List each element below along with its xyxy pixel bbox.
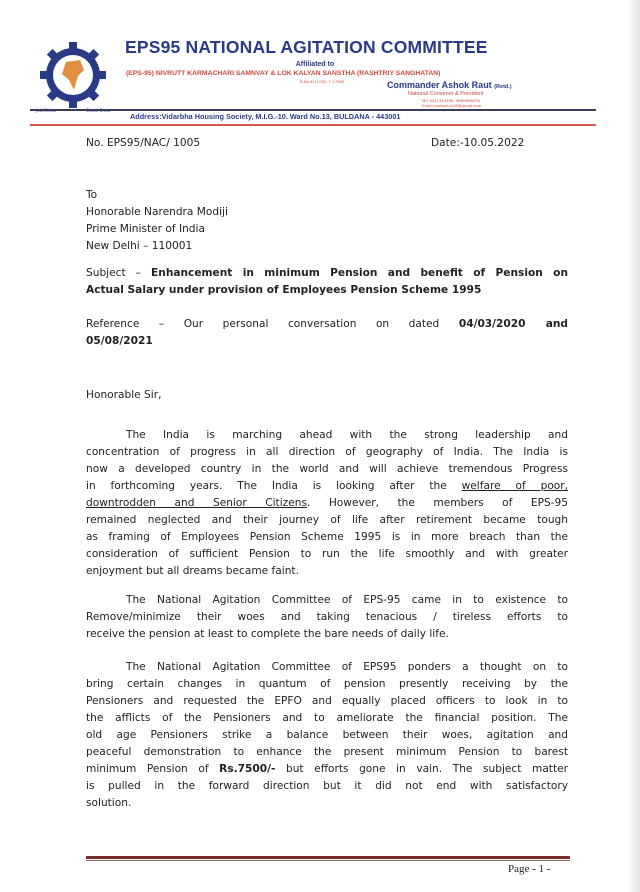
text-segment: The National Agitation Committee of EPS95 ponders a thought on to — [126, 661, 568, 673]
footer-rule — [86, 856, 570, 859]
paragraph-line — [86, 779, 568, 794]
retd-label: (Retd.) — [494, 84, 512, 90]
subject-line — [86, 266, 568, 281]
letter-date: Date:-10.05.2022 — [431, 137, 525, 149]
reference-line-2 — [86, 334, 568, 349]
reference-line — [86, 317, 568, 332]
text-segment: The India is marching ahead with the strong leadership and — [126, 429, 568, 441]
text-segment: receive the pension at least to complete the bare needs of daily life. — [86, 628, 449, 640]
paragraph-line — [86, 445, 568, 460]
paragraph-line — [86, 711, 568, 726]
recipient-title: Prime Minister of India — [86, 223, 205, 235]
subject-text-2: Actual Salary under provision of Employees Pension Scheme 1995 — [86, 284, 482, 296]
paragraph-line — [86, 627, 568, 642]
reference-date-2: 05/08/2021 — [86, 335, 153, 347]
text-segment: the afflicts of the Pensioners and to ameliorate the financial position. The — [86, 712, 568, 724]
commander-name-text: Commander Ashok Raut — [387, 80, 492, 90]
text-segment: enjoyment but all dreams became faint. — [86, 565, 299, 577]
underlined-text: welfare of poor, — [461, 480, 569, 492]
text-segment: minimum Pension of — [86, 763, 220, 775]
text-segment: Remove/minimize their woes and taking tenacious / tireless efforts to — [86, 611, 568, 623]
paragraph-line — [86, 496, 568, 511]
text-segment: . However, the members of EPS-95 — [306, 497, 568, 509]
page-number: Page - 1 - — [508, 863, 551, 875]
reference-number: No. EPS95/NAC/ 1005 — [86, 137, 201, 149]
paragraph-line — [86, 547, 568, 562]
salutation: Honorable Sir, — [86, 389, 162, 401]
subject-label: Subject – — [86, 267, 152, 279]
to-line: To — [86, 189, 98, 201]
text-segment: remained neglected and their journey of life after retirement became tough — [86, 514, 568, 526]
subject-line-2 — [86, 283, 568, 298]
paragraph-line — [86, 745, 568, 760]
paragraph-line — [86, 513, 568, 528]
footer-rule-thin — [86, 860, 570, 861]
paragraph-line — [86, 796, 568, 811]
text-segment: but efforts gone in vain. The subject matter — [275, 763, 568, 775]
text-segment: as framing of Employees Pension Scheme 1995 is in more breach than the — [86, 531, 568, 543]
header-rule — [30, 109, 596, 111]
registration-no: R.No.52/17(B), F-17895 — [300, 79, 345, 84]
affiliated-org: (EPS-95) NIVRUTT KARMACHARI SAMNVAY & LOK KALYAN SANSTHA (RASHTRIY SANGHATAN) — [126, 70, 441, 77]
text-segment: solution. — [86, 797, 132, 809]
paragraph-line — [86, 762, 568, 777]
paragraph-line — [126, 593, 568, 608]
text-segment: is pulled in the forward direction but it did not end with satisfactory — [86, 780, 568, 792]
commander-name — [387, 80, 512, 90]
reference-date-1: 04/03/2020 — [458, 318, 526, 330]
mobile-numbers: MO.9421343496, 9860696934 — [422, 98, 481, 103]
recipient-name: Honorable Narendra Modiji — [86, 206, 228, 218]
bold-text: Rs.7500/- — [219, 763, 276, 775]
paragraph-line — [86, 610, 568, 625]
text-segment: Pensioners and requested the EPFO and equally placed officers to look in to — [86, 695, 568, 707]
gear-map-logo-icon — [38, 40, 108, 110]
address: Address:Vidarbha Housing Society, M.I.G.-10. Ward No.13, BULDANA - 443001 — [130, 112, 401, 121]
designation: National Convener & President — [408, 91, 484, 97]
text-segment: now a developed country in the world and will achieve tremendous Progress — [86, 463, 568, 475]
text-segment: The National Agitation Committee of EPS-95 came in to existence to — [126, 594, 568, 606]
text-segment: peaceful demonstration to enhance the present minimum Pension to barest — [86, 746, 568, 758]
paragraph-line — [86, 677, 568, 692]
paragraph-line — [86, 728, 568, 743]
paragraph-line — [86, 462, 568, 477]
reference-and: and — [525, 318, 568, 330]
text-segment: old age Pensioners strike a balance between their woes, agitation and — [86, 729, 568, 741]
recipient-address: New Delhi – 110001 — [86, 240, 193, 252]
paragraph-line — [126, 660, 568, 675]
scan-edge-shadow — [626, 0, 640, 892]
letterhead — [30, 20, 600, 128]
underlined-text: downtrodden and Senior Citizens — [86, 497, 307, 509]
email: Email:rautashok28@gmail.com — [422, 103, 482, 108]
header-rule-red — [30, 124, 596, 126]
paragraph-line — [86, 530, 568, 545]
reference-label: Reference – Our personal conversation on dated — [86, 318, 459, 330]
paragraph-line — [126, 428, 568, 443]
paragraph-line — [86, 564, 568, 579]
org-name: EPS95 NATIONAL AGITATION COMMITTEE — [125, 37, 488, 57]
text-segment: bring certain changes in quantum of pension presently receiving by the — [86, 678, 568, 690]
text-segment: in forthcoming years. The India is looking after the — [86, 480, 462, 492]
subject-text: Enhancement in minimum Pension and benefit of Pension on — [151, 267, 568, 279]
paragraph-line — [86, 479, 568, 494]
text-segment: concentration of progress in all direction of geography of India. The India is — [86, 446, 568, 458]
affiliated-label: Affiliated to — [295, 61, 335, 68]
text-segment: consideration of sufficient Pension to run the life smoothly and with greater — [86, 548, 568, 560]
paragraph-line — [86, 694, 568, 709]
